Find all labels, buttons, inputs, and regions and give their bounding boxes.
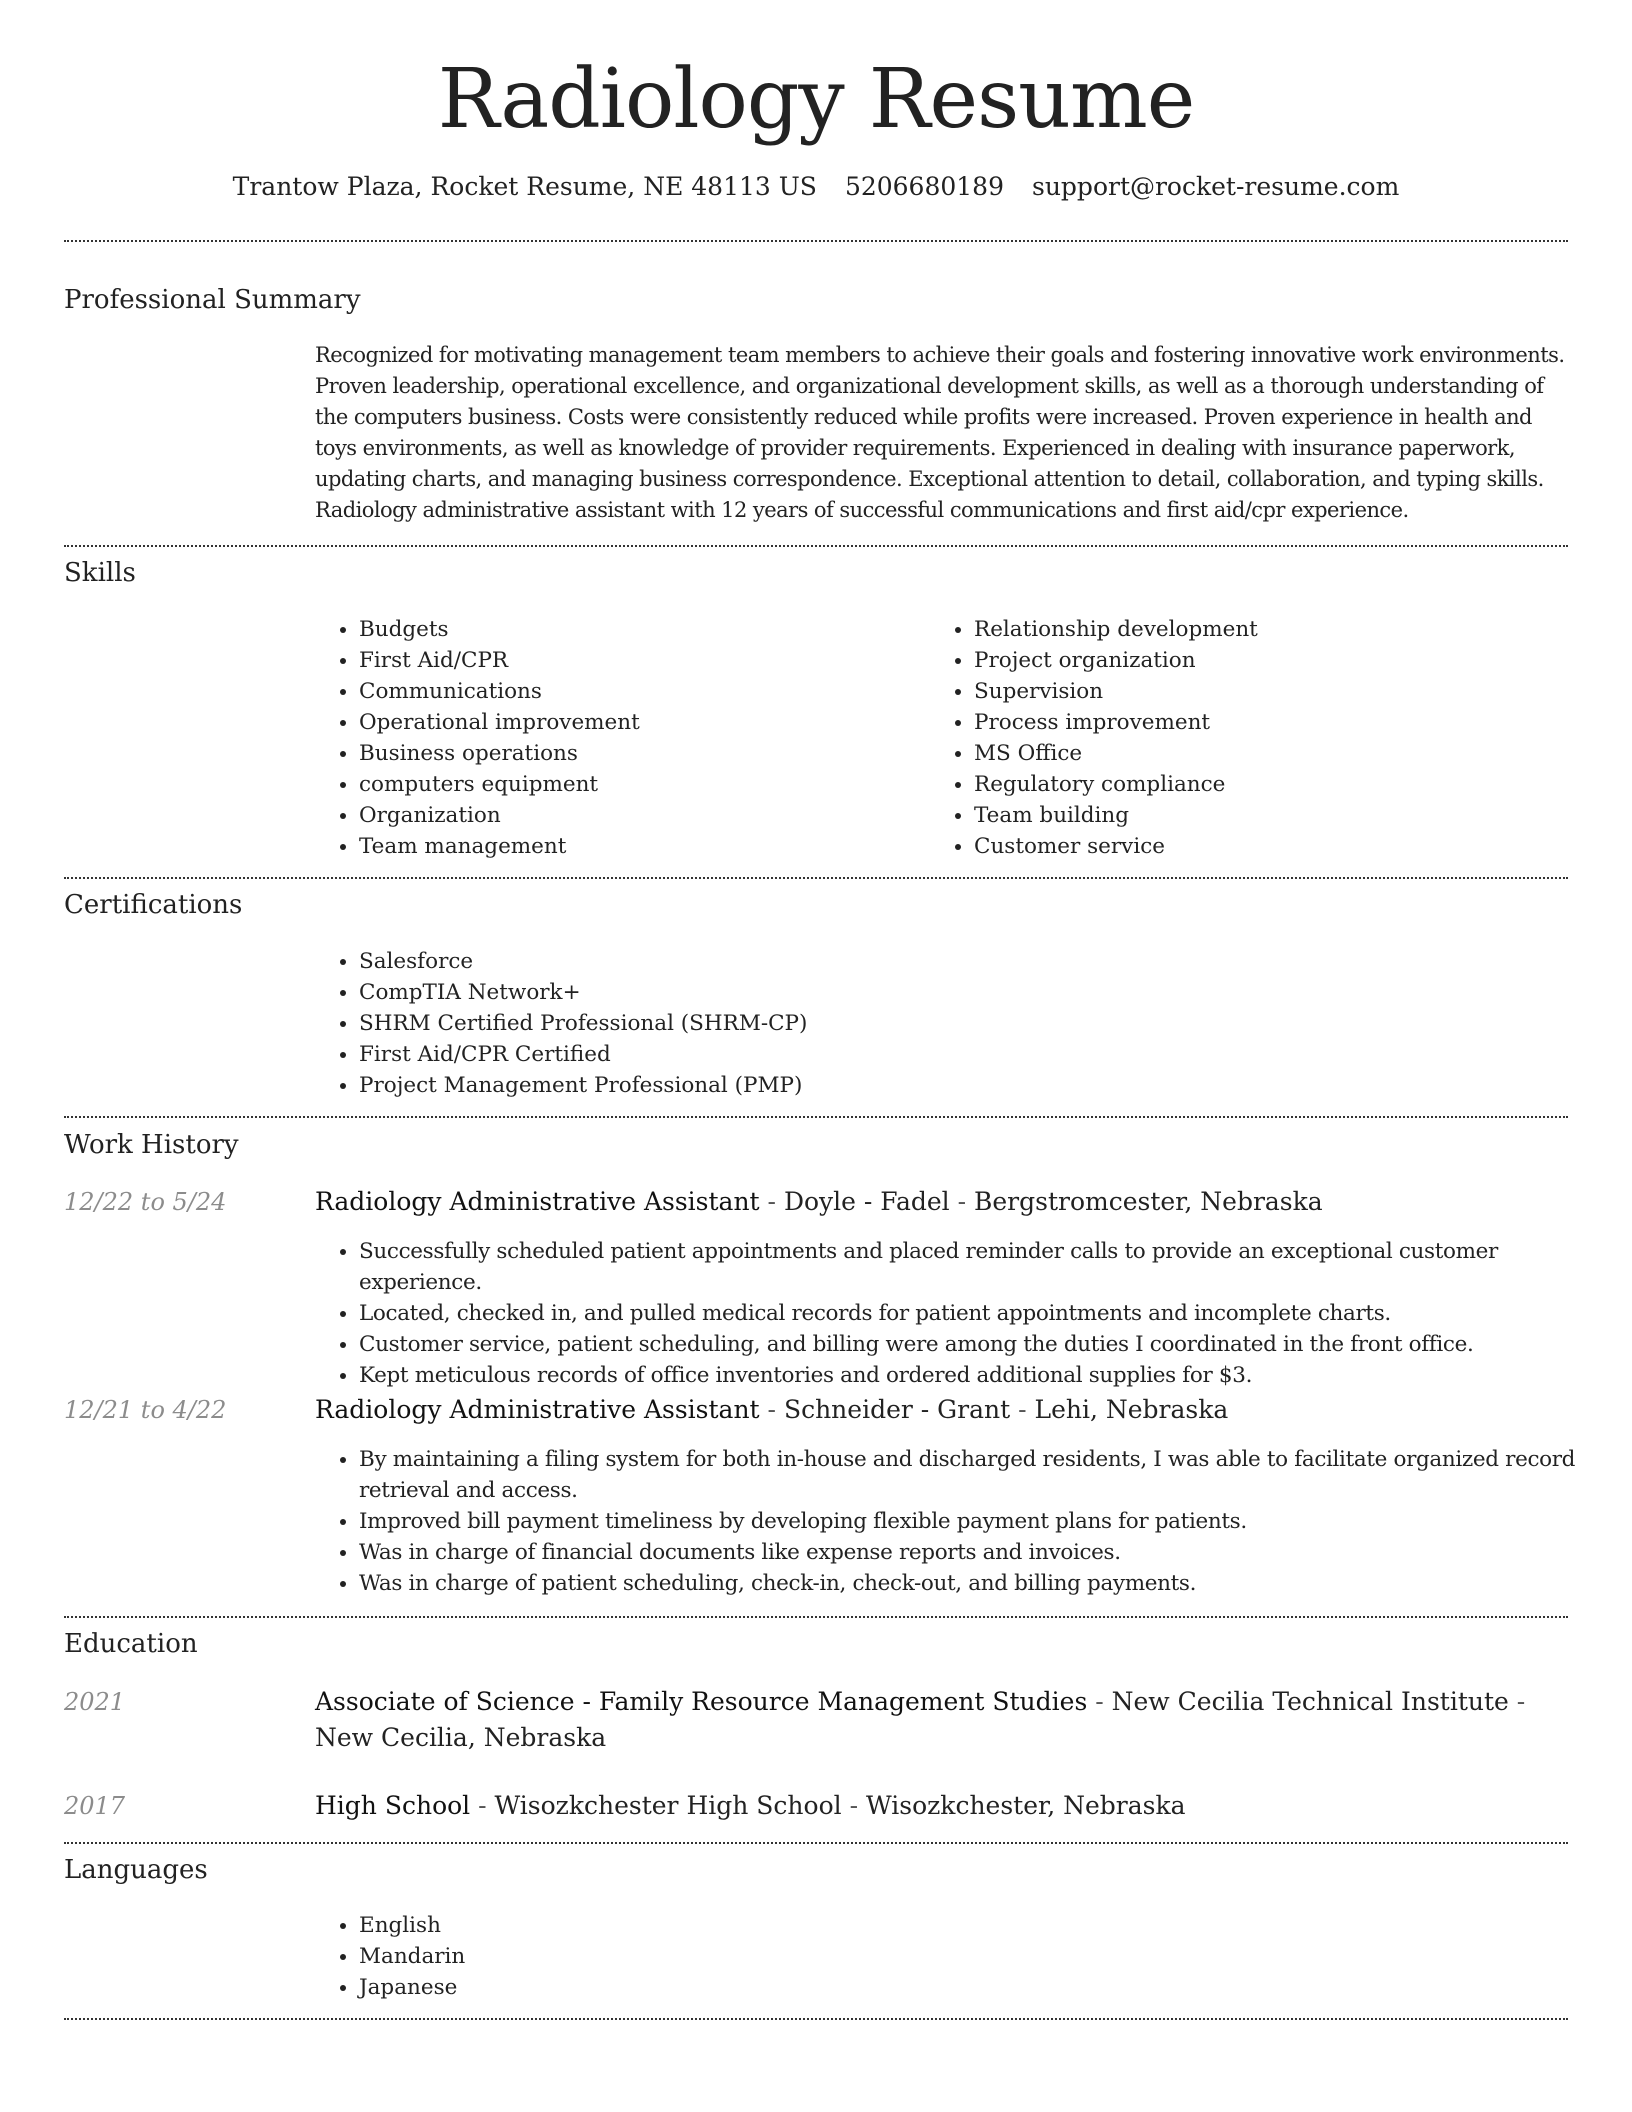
education-location: Wisozkchester, Nebraska	[865, 1791, 1186, 1820]
skill-item: • Supervision	[974, 676, 1574, 707]
section-title-education: Education	[64, 1629, 198, 1659]
certification-item: • SHRM Certified Professional (SHRM-CP)	[359, 1008, 1259, 1039]
divider	[64, 1616, 1568, 1618]
job-bullet: • Improved bill payment timeliness by developing flexible payment plans for patients.	[359, 1506, 1615, 1537]
skill-item: • Team management	[359, 831, 919, 862]
job-bullet: • Customer service, patient scheduling, and billing were among the duties I coordinated in the front office.	[359, 1329, 1615, 1360]
languages-list	[315, 1910, 959, 2003]
skill-item: • Regulatory compliance	[974, 769, 1574, 800]
skill-item: • computers equipment	[359, 769, 919, 800]
job-dates: 12/21 to 4/22	[64, 1396, 227, 1424]
divider	[64, 545, 1568, 547]
resume-title: Radiology Resume	[437, 52, 1195, 147]
section-title-skills: Skills	[64, 558, 136, 588]
divider	[64, 1842, 1568, 1844]
certifications-list	[315, 946, 1259, 1101]
education-year: 2021	[64, 1688, 126, 1716]
skill-item: • Budgets	[359, 614, 919, 645]
divider	[64, 240, 1568, 242]
education-year: 2017	[64, 1792, 126, 1820]
job-location: Lehi, Nebraska	[1034, 1395, 1229, 1424]
job-employer: Doyle - Fadel	[783, 1187, 950, 1216]
section-title-work: Work History	[64, 1130, 239, 1160]
certification-item: • Project Management Professional (PMP)	[359, 1070, 1259, 1101]
divider	[64, 877, 1568, 879]
skill-item: • Communications	[359, 676, 919, 707]
job-bullets	[315, 1444, 1615, 1599]
job-heading: Radiology Administrative Assistant - Schneider - Grant - Lehi, Nebraska	[315, 1395, 1229, 1424]
job-bullet: • Successfully scheduled patient appointments and placed reminder calls to provide an exceptional customer experience.	[359, 1236, 1615, 1298]
skill-item: • Customer service	[974, 831, 1574, 862]
job-bullet: • By maintaining a filing system for both in-house and discharged residents, I was able to facilitate organized record retrieval and access.	[359, 1444, 1615, 1506]
certification-item: • First Aid/CPR Certified	[359, 1039, 1259, 1070]
job-role: Radiology Administrative Assistant	[315, 1395, 760, 1424]
contact-address: Trantow Plaza, Rocket Resume, NE 48113 US	[232, 172, 817, 201]
skill-item: • Organization	[359, 800, 919, 831]
certification-item: • CompTIA Network+	[359, 977, 1259, 1008]
skill-item: • Process improvement	[974, 707, 1574, 738]
contact-phone: 5206680189	[844, 172, 1004, 201]
divider	[64, 1116, 1568, 1118]
skill-item: • Relationship development	[974, 614, 1574, 645]
job-bullet: • Was in charge of financial documents like expense reports and invoices.	[359, 1537, 1615, 1568]
language-item: • English	[359, 1910, 959, 1941]
language-item: • Japanese	[359, 1972, 959, 2003]
job-bullet: • Kept meticulous records of office inventories and ordered additional supplies for $3.	[359, 1360, 1615, 1391]
job-location: Bergstromcester, Nebraska	[974, 1187, 1323, 1216]
skill-item: • Operational improvement	[359, 707, 919, 738]
skill-item: • Business operations	[359, 738, 919, 769]
skills-list-right	[930, 614, 1574, 862]
job-bullets	[315, 1236, 1615, 1391]
education-school: New Cecilia Technical Institute	[1111, 1687, 1509, 1716]
contact-email: support@rocket-resume.com	[1032, 172, 1400, 201]
section-title-certifications: Certifications	[64, 890, 243, 920]
education-location: New Cecilia, Nebraska	[315, 1723, 607, 1752]
certification-item: • Salesforce	[359, 946, 1259, 977]
skills-list-left	[315, 614, 919, 862]
education-degree: Associate of Science - Family Resource Management Studies	[315, 1687, 1088, 1716]
job-role: Radiology Administrative Assistant	[315, 1187, 760, 1216]
job-dates: 12/22 to 5/24	[64, 1188, 227, 1216]
education-entry: High School - Wisozkchester High School - Wisozkchester, Nebraska	[315, 1791, 1186, 1820]
skill-item: • MS Office	[974, 738, 1574, 769]
job-heading: Radiology Administrative Assistant - Doyle - Fadel - Bergstromcester, Nebraska	[315, 1187, 1323, 1216]
job-employer: Schneider - Grant	[783, 1395, 1011, 1424]
skill-item: • Project organization	[974, 645, 1574, 676]
skill-item: • First Aid/CPR	[359, 645, 919, 676]
language-item: • Mandarin	[359, 1941, 959, 1972]
skill-item: • Team building	[974, 800, 1574, 831]
education-school: Wisozkchester High School	[494, 1791, 842, 1820]
education-entry: Associate of Science - Family Resource Management Studies - New Cecilia Technical Institute - New Cecilia, Nebraska	[315, 1687, 1526, 1752]
contact-line	[0, 170, 1632, 204]
education-degree: High School	[315, 1791, 471, 1820]
section-title-summary: Professional Summary	[64, 285, 361, 315]
summary-text: Recognized for motivating management team members to achieve their goals and fostering innovative work environments. Proven leadership, operational excellence, and organizational development skills, as well as a thorough understanding of the computers business. Costs were consistently reduced while profits were increased. Proven experience in health and toys environments, as well as knowledge of provider requirements. Experienced in dealing with insurance paperwork, updating charts, and managing business correspondence. Exceptional attention to detail, collaboration, and typing skills. Radiology administrative assistant with 12 years of successful communications and first aid/cpr experience.	[315, 343, 1565, 522]
job-bullet: • Located, checked in, and pulled medical records for patient appointments and incomplete charts.	[359, 1298, 1615, 1329]
job-bullet: • Was in charge of patient scheduling, check-in, check-out, and billing payments.	[359, 1568, 1615, 1599]
section-title-languages: Languages	[64, 1855, 208, 1885]
divider	[64, 2018, 1568, 2020]
